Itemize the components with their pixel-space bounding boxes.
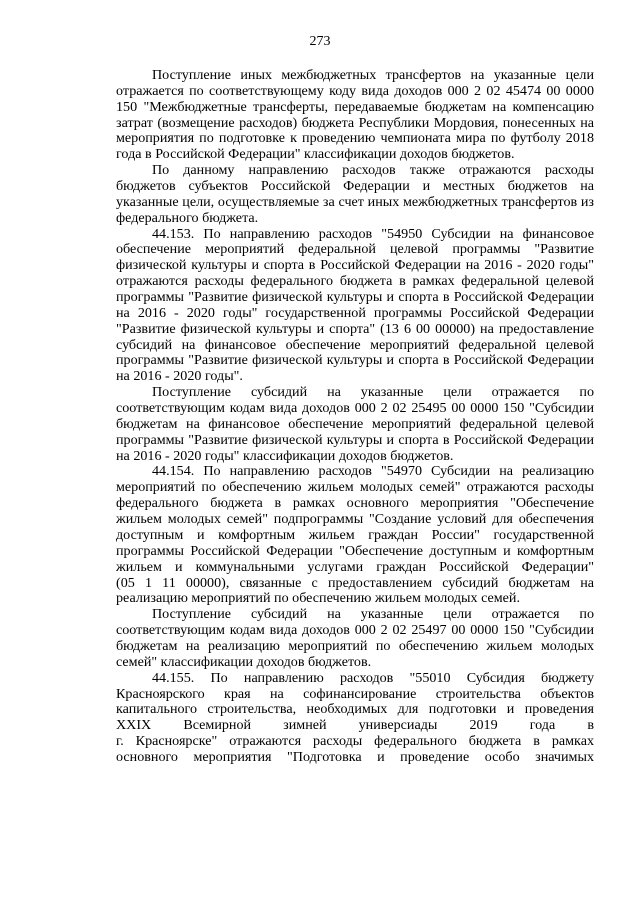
text-line: затрат (возмещение расходов) бюджета Республики Мордовия, понесенных на (116, 115, 594, 131)
body-text (116, 68, 594, 766)
text-line: 44.153. По направлению расходов "54950 Субсидии на финансовое (152, 226, 594, 242)
text-line: (05 1 11 00000), связанные с предоставлением субсидий бюджетам на (116, 575, 594, 591)
text-line: мероприятия по подготовке к проведению чемпионата мира по футболу 2018 (116, 131, 594, 147)
text-line: бюджетов субъектов Российской Федерации и местных бюджетов на (116, 179, 594, 195)
text-line: 44.155. По направлению расходов "55010 Субсидия бюджету (152, 670, 594, 686)
text-line: программы "Развитие физической культуры и спорта в Российской Федерации (116, 290, 594, 306)
text-line: капитального строительства, необходимых для подготовки и проведения (116, 702, 594, 718)
text-line: жильем и коммунальными услугами граждан Российской Федерации" (116, 559, 594, 575)
text-line: на 2016 - 2020 годы" классификации доходов бюджетов. (116, 447, 454, 464)
text-line: XXIX Всемирной зимней универсиады 2019 года в (116, 718, 594, 734)
text-line: программы "Развитие физической культуры и спорта в Российской Федерации (116, 353, 594, 369)
text-line: мероприятий по обеспечению жильем молодых семей" отражаются расходы (116, 480, 594, 496)
text-line: на 2016 - 2020 годы". (116, 368, 243, 385)
text-line: реализацию мероприятий по обеспечению жильем молодых семей. (116, 590, 520, 607)
text-line: По данному направлению расходов также отражаются расходы (152, 163, 594, 179)
text-line: Поступление иных межбюджетных трансфертов на указанные цели (152, 68, 594, 83)
text-line: программы Российской Федерации "Обеспечение доступным и комфортным (116, 543, 594, 559)
text-line: соответствующим кодам вида доходов 000 2 02 25495 00 0000 150 "Субсидии (116, 401, 594, 417)
text-line: г. Красноярске" отражаются расходы федерального бюджета в рамках (116, 734, 594, 750)
text-line: "Развитие физической культуры и спорта" (13 6 00 00000) на предоставление (116, 321, 594, 337)
text-line: федерального бюджета. (116, 209, 259, 226)
text-line: Поступление субсидий на указанные цели отражается по (152, 607, 594, 623)
text-line: бюджетам на финансовое обеспечение мероприятий федеральной целевой (116, 416, 594, 432)
text-line: отражается по соответствующему коду вида доходов 000 2 02 45474 00 0000 (116, 83, 594, 99)
text-line: основного мероприятия "Подготовка и проведение особо значимых (116, 749, 594, 765)
text-line: указанные цели, осуществляемые за счет иных межбюджетных трансфертов из (116, 194, 594, 210)
text-line: года в Российской Федерации" классификации доходов бюджетов. (116, 146, 515, 163)
text-line: обеспечение мероприятий федеральной целевой программы "Развитие (116, 242, 594, 258)
text-line: Поступление субсидий на указанные цели отражается по (152, 385, 594, 401)
text-line: программы "Развитие физической культуры и спорта в Российской Федерации (116, 432, 594, 448)
text-line: 150 "Межбюджетные трансферты, передаваемые бюджетам на компенсацию (116, 99, 594, 115)
text-line: соответствующим кодам вида доходов 000 2 02 25497 00 0000 150 "Субсидии (116, 623, 594, 639)
text-line: семей" классификации доходов бюджетов. (116, 653, 372, 670)
text-line: отражаются расходы федерального бюджета в рамках федеральной целевой (116, 274, 594, 290)
text-line: субсидий на финансовое обеспечение мероприятий федеральной целевой (116, 337, 594, 353)
text-line: физической культуры и спорта в Российской Федерации на 2016 - 2020 годы" (116, 258, 594, 274)
text-line: 44.154. По направлению расходов "54970 Субсидии на реализацию (152, 464, 594, 480)
text-line: жильем молодых семей" подпрограммы "Создание условий для обеспечения (116, 512, 594, 528)
text-line: Красноярского края на софинансирование строительства объектов (116, 686, 594, 702)
text-line: бюджетам на реализацию мероприятий по обеспечению жильем молодых (116, 638, 594, 654)
text-line: федерального бюджета в рамках основного мероприятия "Обеспечение (116, 496, 594, 512)
text-line: доступным и комфортным жильем граждан России" государственной (116, 527, 594, 543)
text-line: на 2016 - 2020 годы" государственной программы Российской Федерации (116, 305, 594, 321)
page-number: 273 (309, 34, 331, 49)
